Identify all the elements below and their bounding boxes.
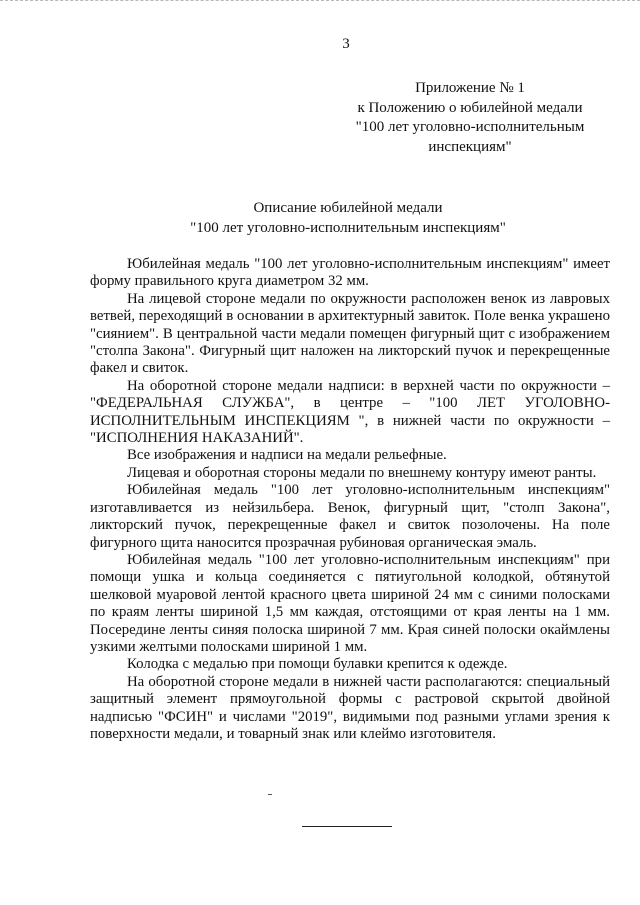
appendix-header <box>340 79 600 157</box>
paragraph-relief: Все изображения и надписи на медали рельефные. <box>127 447 447 464</box>
appendix-line-1: Приложение № 1 <box>415 80 525 96</box>
paragraph-ribbon: Юбилейная медаль "100 лет уголовно-исполнительным инспекциям" при помощи ушка и кольца соединяется с пятиугольной колодкой, обтянутой шелковой муаровой лентой красного цвета шириной 24 мм с синими полосками по краям ленты шириной 1,5 мм каждая, отстоящими от края ленты на 1 мм. Посередине ленты синяя полоска шириной 7 мм. Края синей полоски окаймлены узкими желтыми полосками шириной 1 мм. <box>90 551 610 655</box>
paragraph-reverse-inscriptions: На оборотной стороне медали надписи: в верхней части по окружности – "ФЕДЕРАЛЬНАЯ СЛУЖБА", в центре – "100 ЛЕТ УГОЛОВНО-ИСПОЛНИТЕЛЬНЫМ ИНСПЕКЦИЯМ ", в нижней части по окружности – "ИСПОЛНЕНИЯ НАКАЗАНИЙ". <box>90 377 610 447</box>
paragraph-pin: Колодка с медалью при помощи булавки крепится к одежде. <box>127 656 508 673</box>
document-title <box>160 199 536 238</box>
page-number: 3 <box>342 36 350 52</box>
paragraph-material: Юбилейная медаль "100 лет уголовно-исполнительным инспекциям" изготавливается из нейзильбера. Венок, фигурный щит, "столп Закона", ликторский пучок, перекрещенные факел и свиток позолочены. На поле фигурного щита наносится прозрачная рубиновая органическая эмаль. <box>90 482 610 551</box>
appendix-line-4: инспекциям" <box>428 138 512 155</box>
appendix-line-2: к Положению о юбилейной медали <box>357 99 583 116</box>
document-body <box>90 256 610 743</box>
title-line-1: Описание юбилейной медали <box>253 200 443 216</box>
appendix-line-3: "100 лет уголовно-исполнительным <box>355 119 585 135</box>
paragraph-rims: Лицевая и оборотная стороны медали по внешнему контуру имеют ранты. <box>127 464 597 481</box>
paragraph-medal-shape: Юбилейная медаль "100 лет уголовно-исполнительным инспекциям" имеет форму правильного круга диаметром 32 мм. <box>90 256 610 290</box>
end-rule <box>302 826 392 827</box>
paragraph-obverse: На лицевой стороне медали по окружности расположен венок из лавровых ветвей, переходящий в основании в архитектурный завиток. Поле венка украшено "сиянием". В центральной части медали помещен фигурный щит с изображением "столпа Закона". Фигурный щит наложен на ликторский пучок и перекрещенные факел и свиток. <box>90 290 610 377</box>
scan-speck <box>268 794 272 795</box>
title-line-2: "100 лет уголовно-исполнительным инспекциям" <box>190 219 506 236</box>
top-scan-edge <box>0 0 640 2</box>
paragraph-security-element: На оборотной стороне медали в нижней части располагаются: специальный защитный элемент прямоугольной формы с растровой скрытой двойной надписью "ФСИН" и числами "2019", видимыми под разными углами зрения к поверхности медали, и товарный знак или клеймо изготовителя. <box>90 673 610 742</box>
